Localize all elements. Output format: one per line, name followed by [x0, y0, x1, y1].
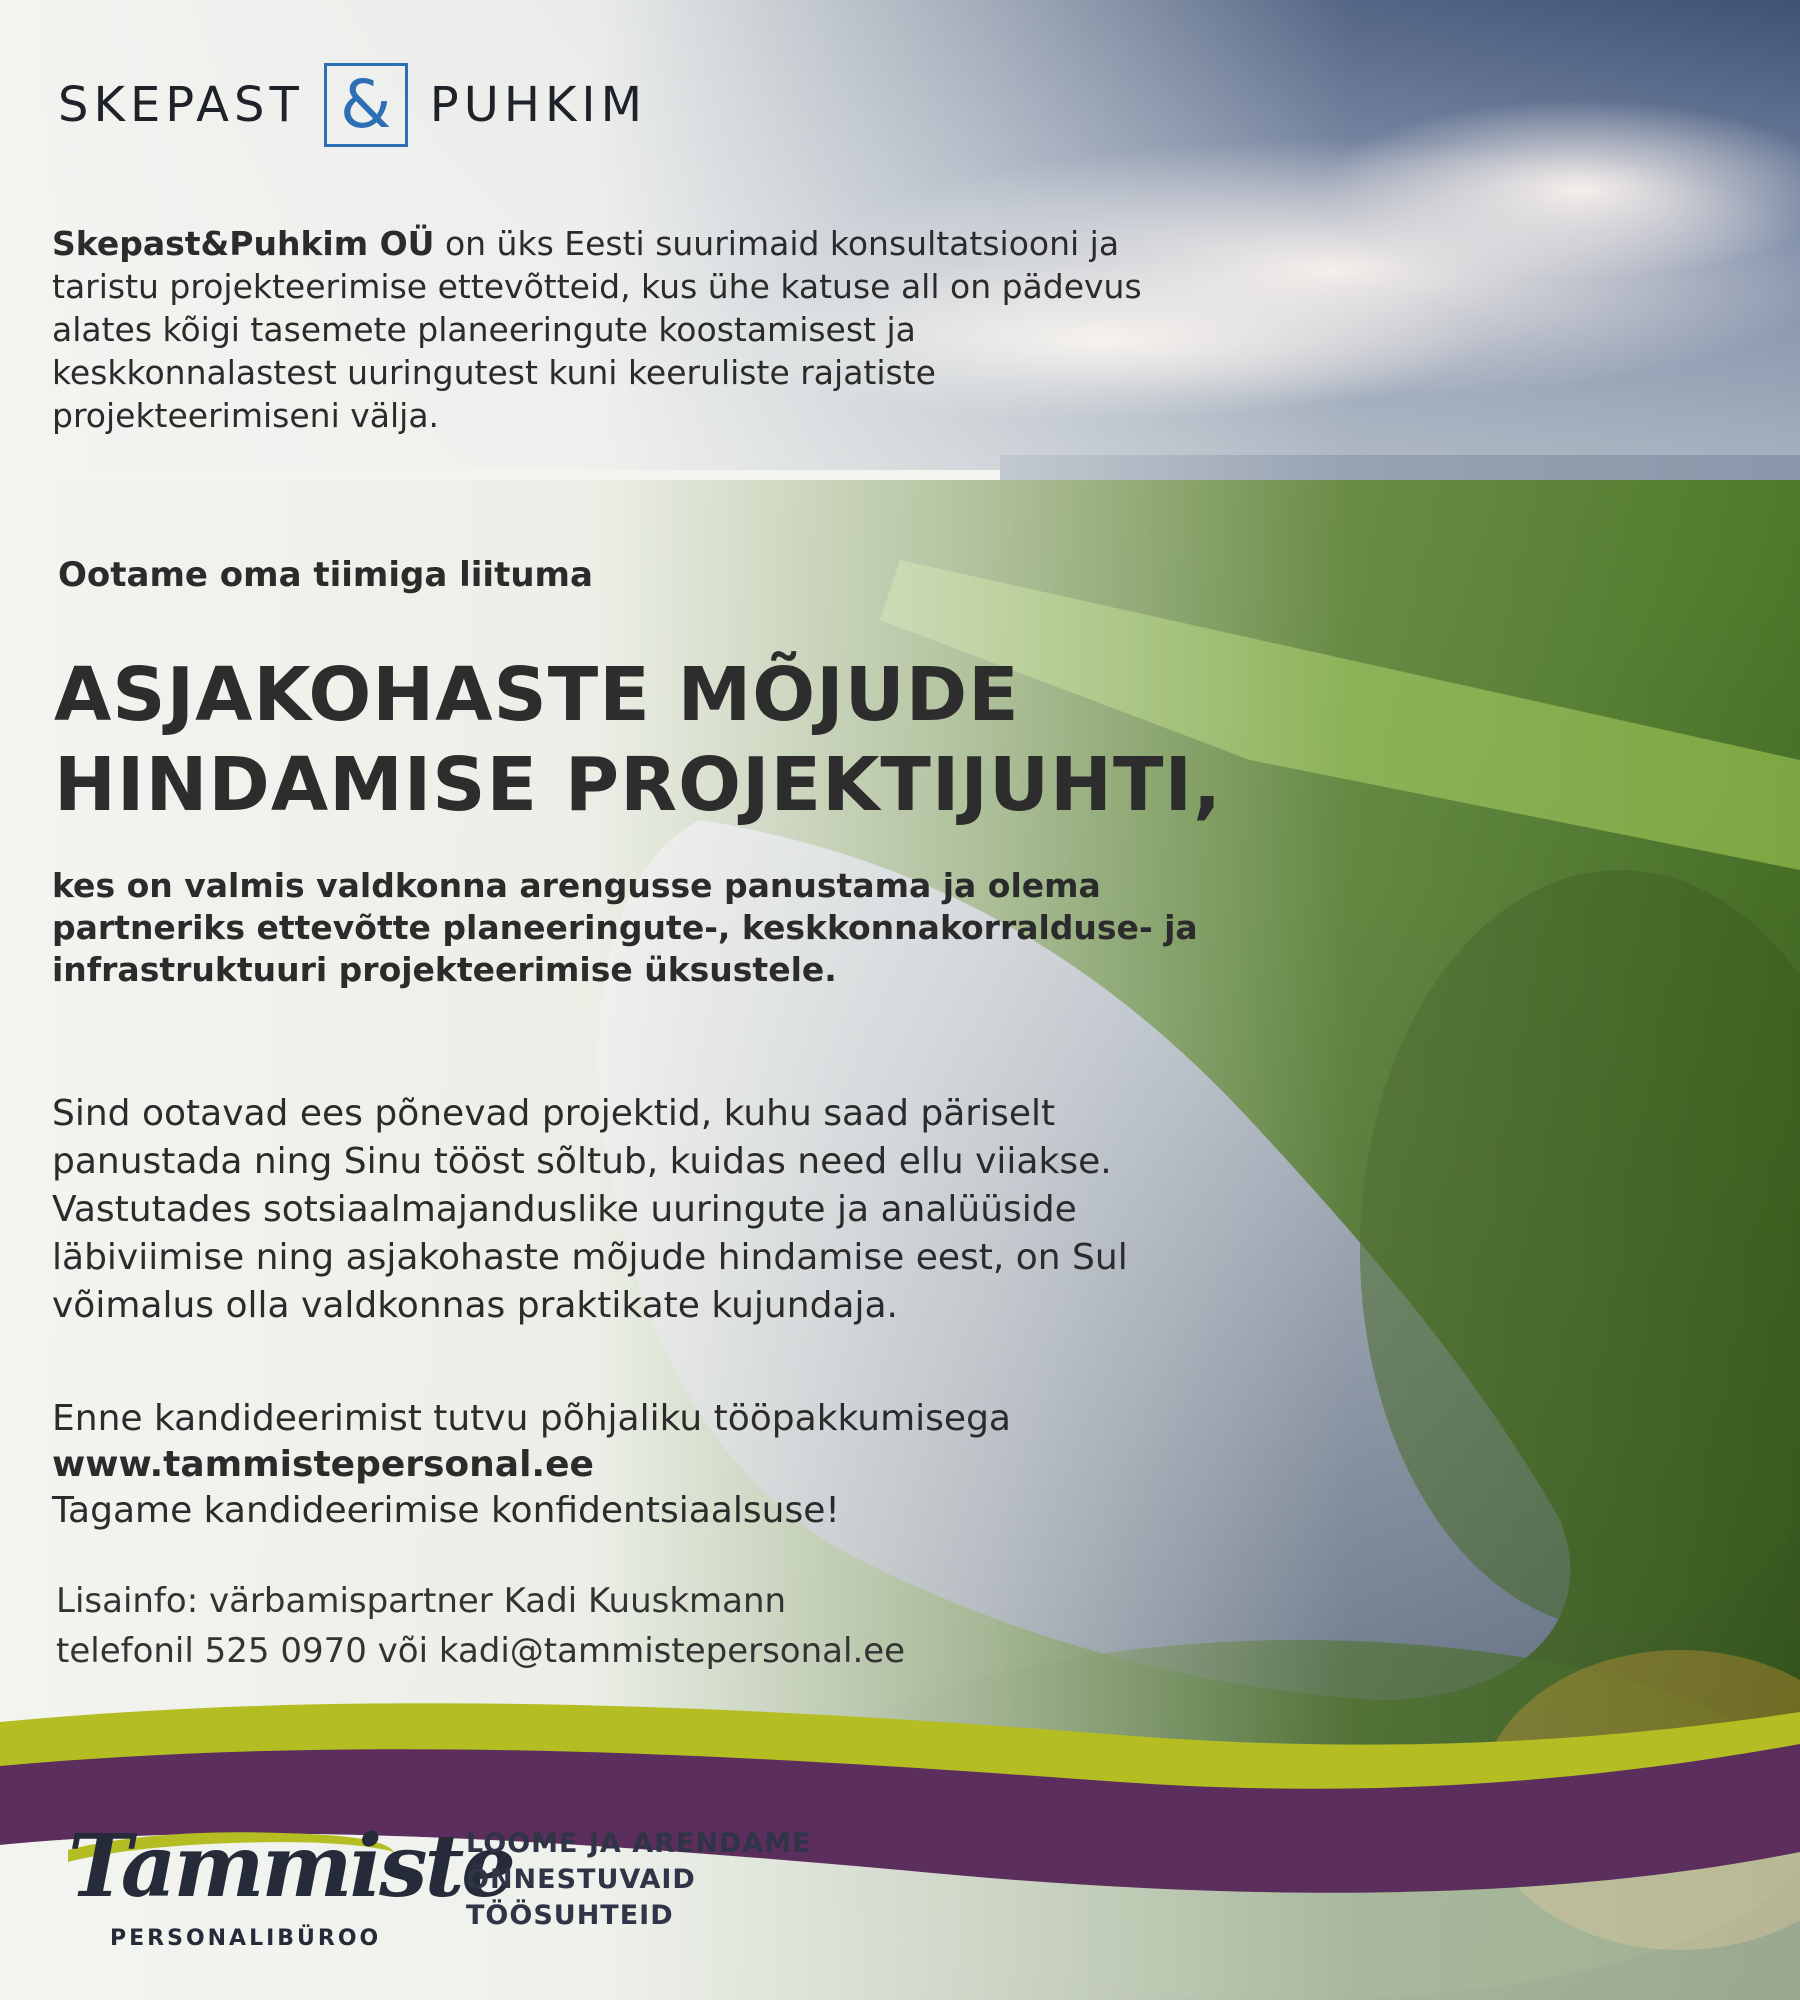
contact-info [56, 1576, 1156, 1676]
intro-company-name: Skepast&Puhkim OÜ [52, 224, 435, 263]
job-title-line-1: ASJAKOHASTE MÕJUDE [54, 652, 1020, 738]
job-title [54, 650, 1354, 830]
agency-logo [58, 1812, 514, 1962]
slogan-line-2: ÕNNESTUVAID [466, 1864, 696, 1895]
apply-line: Enne kandideerimist tutvu põhjaliku tööpakkumisega [52, 1398, 1011, 1439]
job-subtitle: kes on valmis valdkonna arengusse panustama ja olema partneriks ettevõtte planeeringute-, keskkonnakorralduse- ja infrastruktuuri projekteerimise üksustele. [52, 866, 1198, 989]
apply-section [52, 1396, 1152, 1534]
slogan-line-1: LOOME JA ARENDAME [466, 1828, 812, 1859]
agency-logo-script: Tammiste [68, 1816, 514, 1917]
slogan-line-3: TÖÖSUHTEID [466, 1900, 674, 1931]
apply-url-link[interactable]: www.tammistepersonal.ee [52, 1444, 594, 1485]
contact-line-2: telefonil 525 0970 või kadi@tammistepersonal.ee [56, 1631, 906, 1671]
logo-ampersand: & [340, 66, 392, 143]
job-title-line-2: HINDAMISE PROJEKTIJUHTI, [54, 742, 1223, 828]
contact-line-1: Lisainfo: värbamispartner Kadi Kuuskmann [56, 1581, 787, 1621]
job-description: Sind ootavad ees põnevad projektid, kuhu saad päriselt panustada ning Sinu tööst sõltub, kuidas need ellu viiakse. Vastutades sotsiaalmajanduslike uuringute ja analüüside läbiviimise ning asjakohaste mõjude hindamise eest, on Sul võimalus olla valdkonnas praktikate kujundaja. [52, 1093, 1128, 1326]
agency-slogan [466, 1826, 886, 1934]
company-logo [58, 60, 647, 150]
confidentiality-line: Tagame kandideerimise konfidentsiaalsuse! [52, 1490, 840, 1531]
intro-paragraph [52, 222, 1172, 437]
logo-right-word: PUHKIM [429, 77, 647, 133]
intro-text: on üks Eesti suurimaid konsultatsiooni ja taristu projekteerimise ettevõtteid, kus ühe katuse all on pädevus alates kõigi tasemete planeeringute koostamisest ja keskkonnalastest uuringutest kuni keeruliste rajatiste projekteerimiseni välja. [52, 224, 1142, 435]
logo-left-word: SKEPAST [58, 77, 304, 133]
agency-logo-subtitle: PERSONALIBÜROO [110, 1926, 382, 1951]
logo-ampersand-box [324, 63, 408, 147]
join-lead: Ootame oma tiimiga liituma [58, 555, 593, 595]
